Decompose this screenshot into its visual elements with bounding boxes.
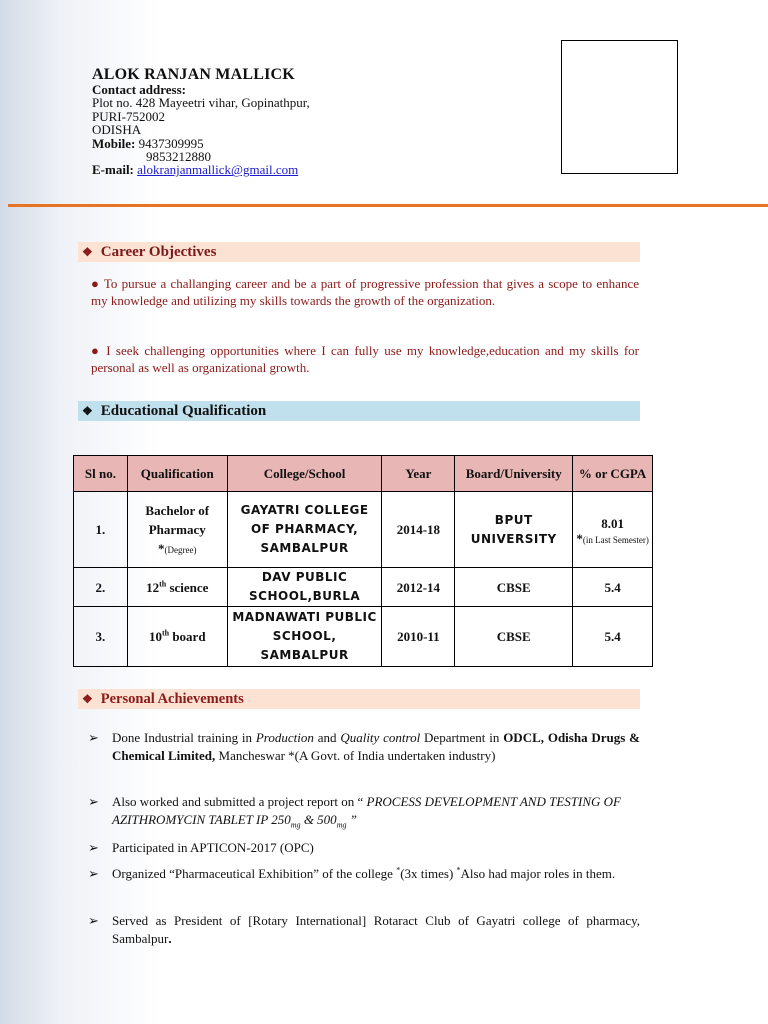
cell-percent: 5.4 (573, 607, 653, 667)
cell-college: DAV PUBLIC SCHOOL,BURLA (227, 568, 382, 607)
table-row (74, 568, 653, 607)
qualification-num: 10 (148, 629, 162, 644)
cell-board: CBSE (455, 568, 573, 607)
mobile-number-1: 9437309995 (138, 135, 204, 151)
text: PROCESS DEVELOPMENT AND TESTING OF AZITHROMYCIN TABLET IP 250 (112, 794, 621, 827)
cell-college: MADNAWATI PUBLIC SCHOOL, SAMBALPUR (227, 607, 382, 667)
cell-sl: 3. (74, 607, 128, 667)
address-line-2: PURI-752002 (92, 108, 165, 124)
achievement-text (112, 793, 640, 829)
arrow-bullet-icon: ➢ (88, 840, 99, 855)
contact-label: Contact address: (92, 82, 187, 97)
table-row (74, 607, 653, 667)
cell-sl: 1. (74, 492, 128, 568)
text: Organized “Pharmaceutical Exhibition” of the college (112, 866, 397, 881)
text: * (456, 865, 461, 875)
list-item (88, 729, 640, 765)
photo-placeholder (561, 40, 678, 174)
objective-2: ● I seek challenging opportunities where I can fully use my knowledge,education and my skills for personal as well as organizational growth. (91, 343, 639, 375)
cell-year: 2012-14 (382, 568, 455, 607)
asterisk: * (576, 530, 583, 546)
arrow-bullet-icon: ➢ (88, 913, 99, 928)
section-title: Personal Achievements (100, 691, 244, 707)
cell-percent: 5.4 (573, 568, 653, 607)
text: (3x times) (400, 866, 457, 881)
cell-year: 2010-11 (382, 607, 455, 667)
qualification-sup: th (159, 579, 167, 589)
email-link[interactable]: alokranjanmallick@gmail.com (137, 162, 299, 178)
mobile-label: Mobile: (92, 135, 136, 151)
text: & 500 (300, 812, 337, 827)
degree-note: (Degree) (164, 545, 197, 555)
text: * (396, 865, 401, 875)
achievement-text: Participated in APTICON-2017 (OPC) (112, 840, 314, 855)
education-heading (78, 401, 640, 421)
text: Production (255, 730, 314, 745)
candidate-name: ALOK RANJAN MALLICK (92, 66, 295, 83)
semester-note: (in Last Semester) (582, 534, 649, 545)
text: Done Industrial training in (112, 730, 256, 745)
cell-sl: 2. (74, 568, 128, 607)
percent-note (575, 530, 650, 546)
section-title: Career Objectives (100, 244, 217, 260)
arrow-bullet-icon: ➢ (88, 730, 99, 745)
text: Mancheswar *(A Govt. of India undertaken industry) (215, 748, 496, 763)
section-title: Educational Qualification (100, 403, 267, 419)
cell-year: 2014-18 (382, 492, 455, 568)
list-item (88, 839, 640, 857)
text: and (313, 730, 341, 745)
achievement-text (112, 865, 640, 883)
list-item (88, 793, 640, 829)
arrow-bullet-icon: ➢ (88, 866, 99, 881)
table-header-row (74, 456, 653, 492)
text: Served as President of [Rotary International] Rotaract Club of Gayatri college of pharmacy, Sambalpur (112, 913, 640, 946)
achievement-text (112, 912, 640, 948)
asterisk: * (158, 541, 165, 556)
arrow-bullet-icon: ➢ (88, 794, 99, 809)
table-row (74, 492, 653, 568)
text: ODCL, Odisha Drugs & Chemical Limited, (112, 730, 641, 763)
text: . (168, 931, 172, 946)
mobile-row (92, 137, 310, 150)
qualification-text: board (169, 629, 206, 644)
header-percent: % or CGPA (573, 456, 653, 492)
percent-value: 8.01 (601, 515, 624, 531)
email-label: E-mail: (92, 162, 134, 178)
header-divider (8, 204, 768, 207)
qualification-text: science (166, 579, 209, 595)
text: Department in (420, 730, 504, 745)
text: Quality control (340, 730, 421, 745)
qualification-text: Bachelor of Pharmacy (145, 503, 210, 537)
qualification-num: 12 (146, 579, 160, 595)
cell-college: GAYATRI COLLEGE OF PHARMACY, SAMBALPUR (227, 492, 382, 568)
cell-qualification (127, 607, 227, 667)
qualification-sup: th (161, 628, 170, 638)
cell-board: CBSE (455, 607, 573, 667)
text: mg (290, 820, 301, 830)
objective-1: ● To pursue a challanging career and be a part of progressive profession that gives a scope to enhance my knowledge and utilizing my skills towards the growth of the organization. (91, 276, 639, 308)
education-table (73, 455, 653, 667)
achievement-text (112, 729, 640, 765)
contact-block (92, 83, 310, 177)
career-objectives-heading (78, 242, 640, 262)
cell-percent (573, 492, 653, 568)
header-year: Year (382, 456, 455, 492)
cell-qualification (127, 492, 227, 568)
list-item (88, 912, 640, 948)
text: Also worked and submitted a project report on “ (112, 794, 367, 809)
address-line-1: Plot no. 428 Mayeetri vihar, Gopinathpur, (92, 95, 310, 111)
email-row (92, 163, 310, 176)
diamond-bullet-icon: ❖ (82, 404, 93, 418)
list-item (88, 865, 640, 883)
text: Also had major roles in them. (460, 866, 616, 881)
diamond-bullet-icon: ❖ (82, 245, 93, 259)
mobile-number-2: 9853212880 (146, 149, 211, 165)
header-board: Board/University (455, 456, 573, 492)
address-line-3: ODISHA (92, 122, 142, 138)
text: ” (346, 812, 357, 827)
cell-board: BPUT UNIVERSITY (455, 492, 573, 568)
header-qualification: Qualification (127, 456, 227, 492)
text: mg (336, 820, 347, 830)
qualification-note (130, 539, 225, 558)
personal-achievements-heading (78, 689, 640, 709)
header-college: College/School (227, 456, 382, 492)
cell-qualification (127, 568, 227, 607)
diamond-bullet-icon: ❖ (82, 692, 93, 706)
header-sl: Sl no. (74, 456, 128, 492)
